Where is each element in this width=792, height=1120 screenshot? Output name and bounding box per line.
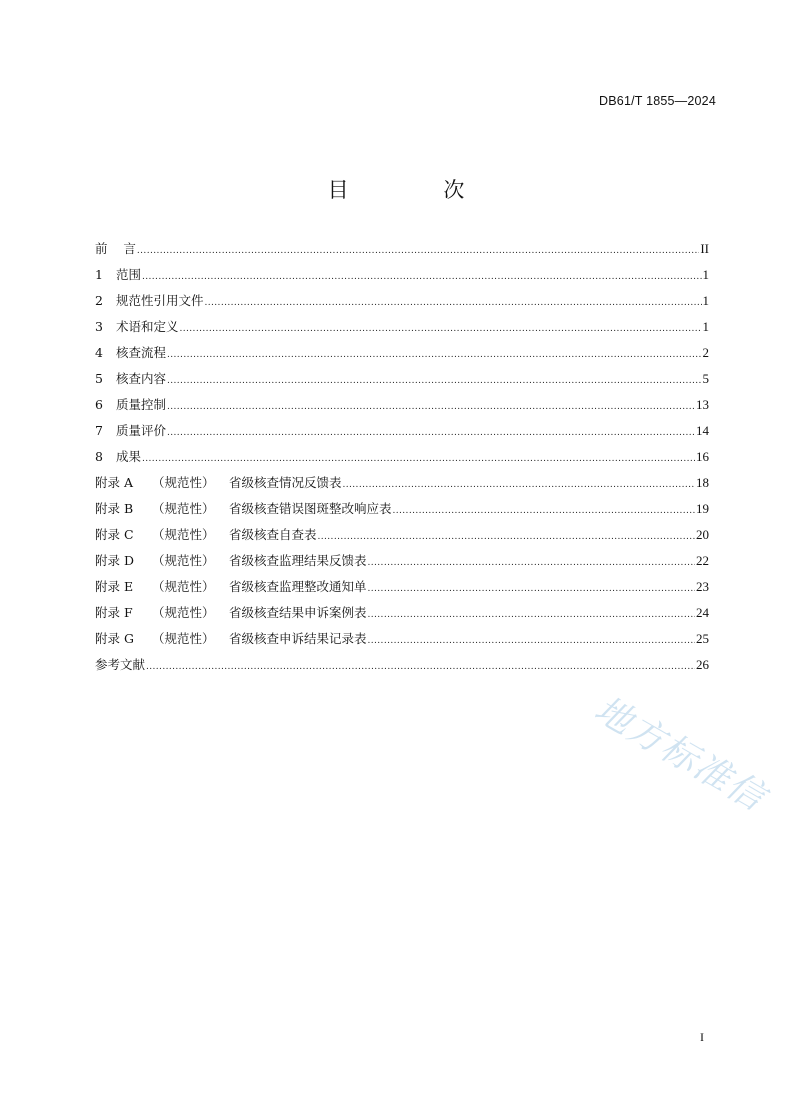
toc-entry-number: 1 xyxy=(95,267,103,282)
toc-leader-dots xyxy=(368,628,695,654)
toc-entry-page: 19 xyxy=(696,501,709,516)
toc-entry-label: 省级核查情况反馈表 xyxy=(229,475,342,490)
toc-entry-page: 20 xyxy=(696,527,709,542)
toc-entry-6[interactable] xyxy=(95,392,709,418)
toc-entry-number: 3 xyxy=(95,319,103,334)
toc-entry-label: 规范性引用文件 xyxy=(116,293,204,308)
toc-appendix-number: 附录 D xyxy=(95,553,134,568)
toc-entry-appendix-d[interactable] xyxy=(95,548,709,574)
toc-entry-label: 质量评价 xyxy=(116,423,167,438)
toc-entry-page: 22 xyxy=(696,553,709,568)
toc-appendix-number: 附录 G xyxy=(95,631,134,646)
toc-entry-label: 省级核查监理结果反馈表 xyxy=(229,553,367,568)
toc-entry-page: 5 xyxy=(702,371,709,386)
toc-leader-dots xyxy=(343,472,695,498)
toc-entry-page: 2 xyxy=(702,345,709,360)
toc-appendix-normative: （规范性） xyxy=(152,527,215,542)
toc-appendix-number: 附录 A xyxy=(95,475,134,490)
toc-entry-page: II xyxy=(700,241,709,256)
toc-appendix-normative: （规范性） xyxy=(152,501,215,516)
toc-entry-label: 省级核查监理整改通知单 xyxy=(229,579,367,594)
toc-entry-label: 省级核查申诉结果记录表 xyxy=(229,631,367,646)
toc-entry-page: 18 xyxy=(696,475,709,490)
toc-leader-dots xyxy=(180,316,702,342)
toc-entry-references[interactable] xyxy=(95,652,709,678)
toc-leader-dots xyxy=(167,342,701,368)
page-number: I xyxy=(700,1030,704,1044)
toc-entry-3[interactable] xyxy=(95,314,709,340)
toc-entry-2[interactable] xyxy=(95,288,709,314)
toc-entry-7[interactable] xyxy=(95,418,709,444)
toc-leader-dots xyxy=(393,498,695,524)
toc-leader-dots xyxy=(142,264,701,290)
toc-appendix-number: 附录 B xyxy=(95,501,134,516)
toc-list xyxy=(95,236,709,678)
toc-entry-label: 核查流程 xyxy=(116,345,167,360)
toc-entry-5[interactable] xyxy=(95,366,709,392)
toc-entry-1[interactable] xyxy=(95,262,709,288)
toc-leader-dots xyxy=(146,654,695,680)
toc-title: 目 次 xyxy=(327,178,509,202)
toc-entry-number: 2 xyxy=(95,293,103,308)
toc-appendix-normative: （规范性） xyxy=(152,475,215,490)
toc-leader-dots xyxy=(368,602,695,628)
toc-entry-appendix-a[interactable] xyxy=(95,470,709,496)
toc-entry-number: 4 xyxy=(95,345,103,360)
toc-leader-dots xyxy=(318,524,695,550)
toc-entry-label: 术语和定义 xyxy=(116,319,179,334)
toc-entry-4[interactable] xyxy=(95,340,709,366)
toc-appendix-number: 附录 E xyxy=(95,579,134,594)
toc-leader-dots xyxy=(167,420,695,446)
toc-entry-label: 省级核查自查表 xyxy=(229,527,317,542)
toc-leader-dots xyxy=(137,238,699,264)
toc-appendix-number: 附录 C xyxy=(95,527,134,542)
toc-entry-number: 7 xyxy=(95,423,103,438)
toc-entry-appendix-f[interactable] xyxy=(95,600,709,626)
toc-entry-label: 核查内容 xyxy=(116,371,167,386)
toc-entry-number: 5 xyxy=(95,371,103,386)
toc-entry-number: 8 xyxy=(95,449,103,464)
toc-entry-label: 省级核查结果申诉案例表 xyxy=(229,605,367,620)
toc-entry-appendix-c[interactable] xyxy=(95,522,709,548)
toc-entry-label: 质量控制 xyxy=(116,397,167,412)
toc-leader-dots xyxy=(368,550,695,576)
toc-entry-8[interactable] xyxy=(95,444,709,470)
toc-entry-page: 16 xyxy=(696,449,709,464)
toc-entry-page: 25 xyxy=(696,631,709,646)
toc-leader-dots xyxy=(368,576,695,602)
toc-entry-page: 1 xyxy=(702,267,709,282)
toc-appendix-normative: （规范性） xyxy=(152,579,215,594)
toc-leader-dots xyxy=(142,446,695,472)
toc-entry-label: 参考文献 xyxy=(95,657,146,672)
toc-appendix-normative: （规范性） xyxy=(152,631,215,646)
toc-entry-page: 13 xyxy=(696,397,709,412)
toc-leader-dots xyxy=(167,394,695,420)
toc-appendix-number: 附录 F xyxy=(95,605,133,620)
toc-entry-page: 26 xyxy=(696,657,709,672)
toc-entry-label: 成果 xyxy=(116,449,142,464)
toc-entry-page: 1 xyxy=(702,319,709,334)
toc-entry-page: 23 xyxy=(696,579,709,594)
toc-entry-label: 前 言 xyxy=(95,241,136,256)
toc-entry-page: 24 xyxy=(696,605,709,620)
toc-leader-dots xyxy=(205,290,702,316)
toc-entry-foreword[interactable] xyxy=(95,236,709,262)
toc-appendix-normative: （规范性） xyxy=(152,553,215,568)
toc-entry-label: 省级核查错误图斑整改响应表 xyxy=(229,501,392,516)
toc-entry-page: 14 xyxy=(696,423,709,438)
watermark: 地方标准信 xyxy=(587,688,773,820)
toc-appendix-normative: （规范性） xyxy=(152,605,215,620)
toc-entry-label: 范围 xyxy=(116,267,142,282)
toc-entry-appendix-g[interactable] xyxy=(95,626,709,652)
toc-entry-page: 1 xyxy=(702,293,709,308)
toc-entry-appendix-e[interactable] xyxy=(95,574,709,600)
toc-entry-appendix-b[interactable] xyxy=(95,496,709,522)
toc-entry-number: 6 xyxy=(95,397,103,412)
toc-leader-dots xyxy=(167,368,701,394)
document-code: DB61/T 1855—2024 xyxy=(599,94,716,108)
